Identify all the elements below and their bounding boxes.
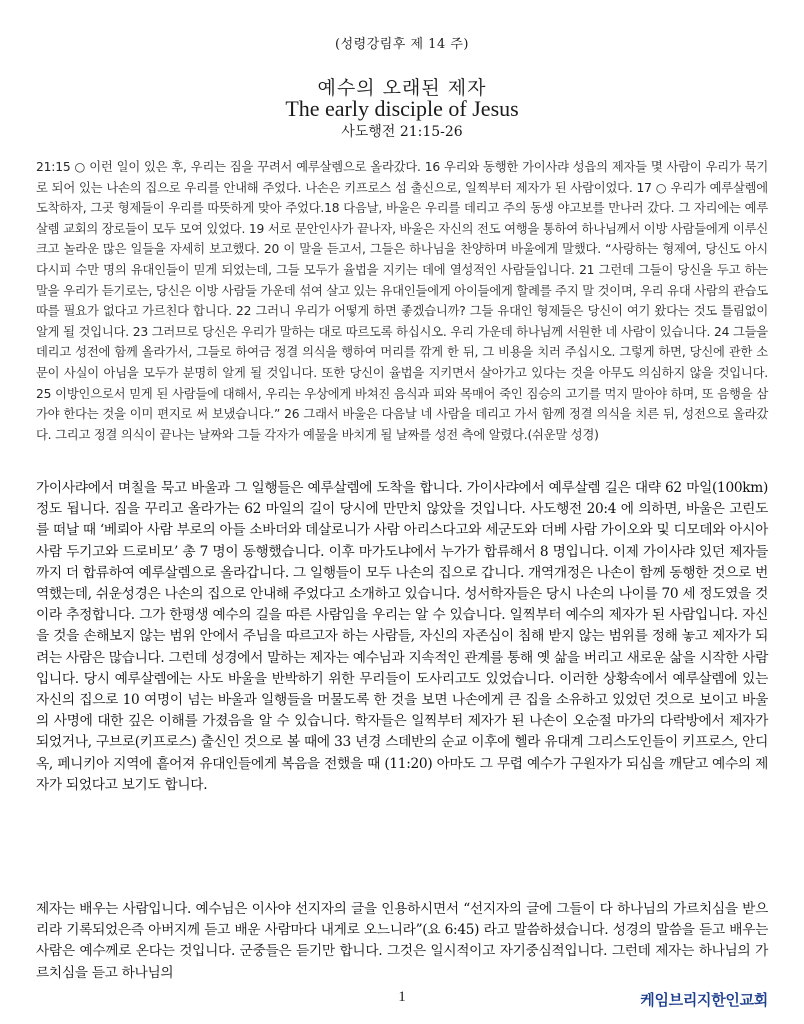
scripture-passage: 21:15 ○ 이런 일이 있은 후, 우리는 짐을 꾸려서 예루살렘으로 올라갔다. 16 우리와 동행한 가이사랴 성읍의 제자들 몇 사람이 우리가 묵기로 되어 있는 나손의 집으로 우리를 안내해 주었다. 나손은 키프로스 섬 출신으로, 일찍부터 제자가 된 사람이었다. 17 ○ 우리가 예루살렘에 도착하자, 그곳 형제들이 우리를 따뜻하게 맞아 주었다.18 다음날, 바울은 우리를 데리고 주의 동생 야고보를 만나러 갔다. 그 자리에는 예루살렘 교회의 장로들이 모두 모여 있었다. 19 서로 문안인사가 끝나자, 바울은 자신의 전도 여행을 통하여 하나님께서 이방 사람들에게 이루신 크고 놀라운 많은 일들을 자세히 보고했다. 20 이 말을 듣고서, 그들은 하나님을 찬양하며 바울에게 말했다. “사랑하는 형제여, 당신도 아시다시피 수만 명의 유대인들이 믿게 되었는데, 그들 모두가 율법을 지키는 데에 열성적인 사람들입니다. 21 그런데 그들이 당신을 두고 하는 말을 우리가 듣기로는, 당신은 이방 사람들 가운데 섞여 살고 있는 유대인들에게 아이들에게 할례를 주지 말 것이며, 우리 유대 사람의 관습도 따를 필요가 없다고 가르친다 합니다. 22 그러니 우리가 어떻게 하면 좋겠습니까? 그들 유대인 형제들은 당신이 여기 왔다는 것도 틀림없이 알게 될 것입니다. 23 그러므로 당신은 우리가 말하는 대로 따르도록 하십시오. 우리 가운데 하나님께 서원한 네 사람이 있습니다. 24 그들을 데리고 성전에 함께 올라가서, 그들로 하여금 정결 의식을 행하여 머리를 깎게 한 뒤, 그 비용을 치러 주십시오. 그렇게 하면, 당신에 관한 소문이 사실이 아님을 모두가 분명히 알게 될 것입니다. 또한 당신이 율법을 지키면서 살아가고 있다는 것을 아무도 의심하지 않을 것입니다. 25 이방인으로서 믿게 된 사람들에 대해서, 우리는 우상에게 바쳐진 음식과 피와 목매어 죽인 짐승의 고기를 먹지 말아야 하며, 또 음행을 삼가야 한다는 것을 이미 편지로 써 보냈습니다.” 26 그래서 바울은 다음날 네 사람을 데리고 가서 함께 정결 의식을 치른 뒤, 성전으로 올라갔다. 그리고 정결 의식이 끝나는 날짜와 그들 각자가 예물을 바치게 될 날짜를 성전 측에 알렸다.(쉬운말 성경) xyxy=(36,160,768,442)
sermon-title-english: The early disciple of Jesus xyxy=(285,96,519,121)
church-name-logo: 케임브리지한인교회 xyxy=(640,991,768,1009)
sermon-title-korean: 예수의 오래된 제자 xyxy=(317,77,487,99)
scripture-reference: 사도행전 21:15-26 xyxy=(341,124,463,140)
sermon-paragraph: 가이사랴에서 며칠을 묵고 바울과 그 일행들은 예루살렘에 도착을 합니다. 가이사랴에서 예루살렘 길은 대략 62 마일(100km) 정도 됩니다. 짐을 꾸리고 올라가는 62 마일의 길이 당시에 만만치 않았을 것입니다. 사도행전 20:4 에 의하면, 바울은 고린도를 떠날 때 ‘베뢰아 사람 부로의 아들 소바더와 데살로니가 사람 아리스다고와 세군도와 더베 사람 가이오와 및 디모데와 아시아 사람 두기고와 드로비모’ 총 7 명이 동행했습니다. 이후 마가도냐에서 누가가 합류해서 8 명입니다. 이제 가이사랴 있던 제자들까지 더 합류하여 예루살렘으로 올라갑니다. 그 일행들이 모두 나손의 집으로 갑니다. 개역개정은 나손이 함께 동행한 것으로 번역했는데, 쉬운성경은 나손의 집으로 안내해 주었다고 소개하고 있습니다. 성서학자들은 당시 나손의 나이를 70 세 정도였을 것이라 추정합니다. 그가 한평생 예수의 길을 따른 사람임을 우리는 알 수 있습니다. 일찍부터 예수의 제자가 된 사람입니다. 자신을 것을 손해보지 않는 범위 안에서 주님을 따르고자 하는 사람들, 자신의 자존심이 침해 받지 않는 범위를 정해 놓고 제자가 되려는 사람은 많습니다. 그런데 성경에서 말하는 제자는 예수님과 지속적인 관계를 통해 옛 삶을 버리고 새로운 삶을 시작한 사람입니다. 당시 예루살렘에는 사도 바울을 반박하기 위한 무리들이 도사리고도 있었습니다. 이러한 상황속에서 예루살렘에 있는 자신의 집으로 10 여명이 넘는 바울과 일행들을 머물도록 한 것을 보면 나손에게 큰 집을 소유하고 있었던 것으로 보이고 바울의 사명에 대한 깊은 이해를 가졌음을 알 수 있습니다. 학자들은 일찍부터 제자가 된 나손이 오순절 마가의 다락방에서 제자가 되었거나, 구브로(키프로스) 출신인 것으로 볼 때에 33 년경 스데반의 순교 이후에 헬라 유대계 그리스도인들이 키프로스, 안디옥, 페니키아 지역에 흩어져 유대인들에게 복음을 전했을 때 (11:20) 아마도 그 무렵 예수가 구원자가 되심을 깨닫고 예수의 제자가 되었다고 보기도 합니다. xyxy=(36,480,768,793)
sermon-paragraph: 제자는 배우는 사람입니다. 예수님은 이사야 선지자의 글을 인용하시면서 “선지자의 글에 그들이 다 하나님의 가르치심을 받으리라 기록되었은즉 아버지께 듣고 배운 사람마다 내게로 오느니라”(요 6:45) 라고 말씀하셨습니다. 성경의 말씀을 듣고 배우는 사람은 예수께로 온다는 것입니다. 군중들은 듣기만 합니다. 그것은 일시적이고 자기중심적입니다. 그런데 제자는 하나님의 가르치심을 듣고 하나님의 xyxy=(36,901,768,981)
page-number: 1 xyxy=(398,989,406,1005)
sermon-week-label: (성령강림후 제 14 주) xyxy=(335,37,469,52)
